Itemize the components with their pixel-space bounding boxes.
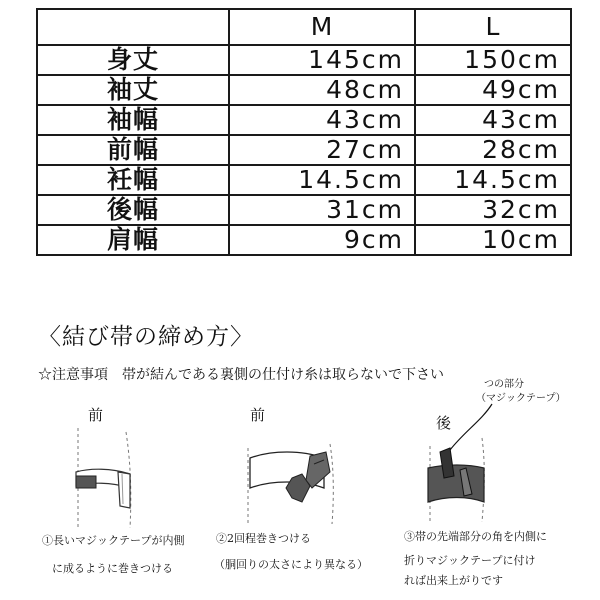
table-row: [37, 225, 571, 255]
value-m: 145cm: [229, 45, 415, 75]
row-label: 肩幅: [37, 225, 229, 255]
row-label: 袖幅: [37, 105, 229, 135]
value-l: 49cm: [415, 75, 571, 105]
step-1-caption-line-1: ①長いマジックテープが内側: [42, 534, 185, 547]
size-table: [36, 8, 572, 256]
step-1-caption-line-2: に成るように巻きつける: [52, 562, 173, 575]
belt-step-2-illustration: [232, 428, 342, 524]
step-3-caption-line-3: れば出来上がりです: [404, 574, 503, 587]
step-3-caption-line-1: ③帯の先端部分の角を内側に: [404, 530, 547, 543]
table-row: [37, 105, 571, 135]
belt-step-3-illustration: [420, 398, 520, 522]
value-m: 9cm: [229, 225, 415, 255]
table-row: [37, 135, 571, 165]
step-3-caption-line-2: 折りマジックテープに付け: [404, 554, 536, 567]
table-header-row: [37, 9, 571, 45]
value-m: 43cm: [229, 105, 415, 135]
instructions-title: 〈結び帯の締め方〉: [38, 324, 254, 350]
table-row: [37, 45, 571, 75]
value-l: 14.5cm: [415, 165, 571, 195]
row-label: 衽幅: [37, 165, 229, 195]
row-label: 身丈: [37, 45, 229, 75]
value-m: 48cm: [229, 75, 415, 105]
column-header-m: M: [229, 9, 415, 45]
value-l: 10cm: [415, 225, 571, 255]
caution-notice: ☆注意事項 帯が結んである裏側の仕付け糸は取らないで下さい: [38, 367, 444, 383]
velcro-callout-line-1: つの部分: [484, 379, 524, 390]
value-l: 32cm: [415, 195, 571, 225]
value-m: 27cm: [229, 135, 415, 165]
value-l: 43cm: [415, 105, 571, 135]
value-l: 28cm: [415, 135, 571, 165]
row-label: 前幅: [37, 135, 229, 165]
panel-2-label: 前: [250, 406, 266, 424]
step-2-caption-line-2: （胴回りの太さにより異なる）: [214, 558, 368, 571]
table-corner-cell: [37, 9, 229, 45]
table-row: [37, 195, 571, 225]
row-label: 袖丈: [37, 75, 229, 105]
velcro-callout-line-2: （マジックテープ）: [476, 393, 566, 404]
table-row: [37, 75, 571, 105]
row-label: 後幅: [37, 195, 229, 225]
column-header-l: L: [415, 9, 571, 45]
panel-3-label: 後: [436, 414, 452, 432]
value-l: 150cm: [415, 45, 571, 75]
step-2-caption-line-1: ②2回程巻きつける: [216, 532, 311, 545]
table-row: [37, 165, 571, 195]
value-m: 31cm: [229, 195, 415, 225]
belt-step-1-illustration: [60, 428, 150, 528]
value-m: 14.5cm: [229, 165, 415, 195]
panel-1-label: 前: [88, 406, 104, 424]
